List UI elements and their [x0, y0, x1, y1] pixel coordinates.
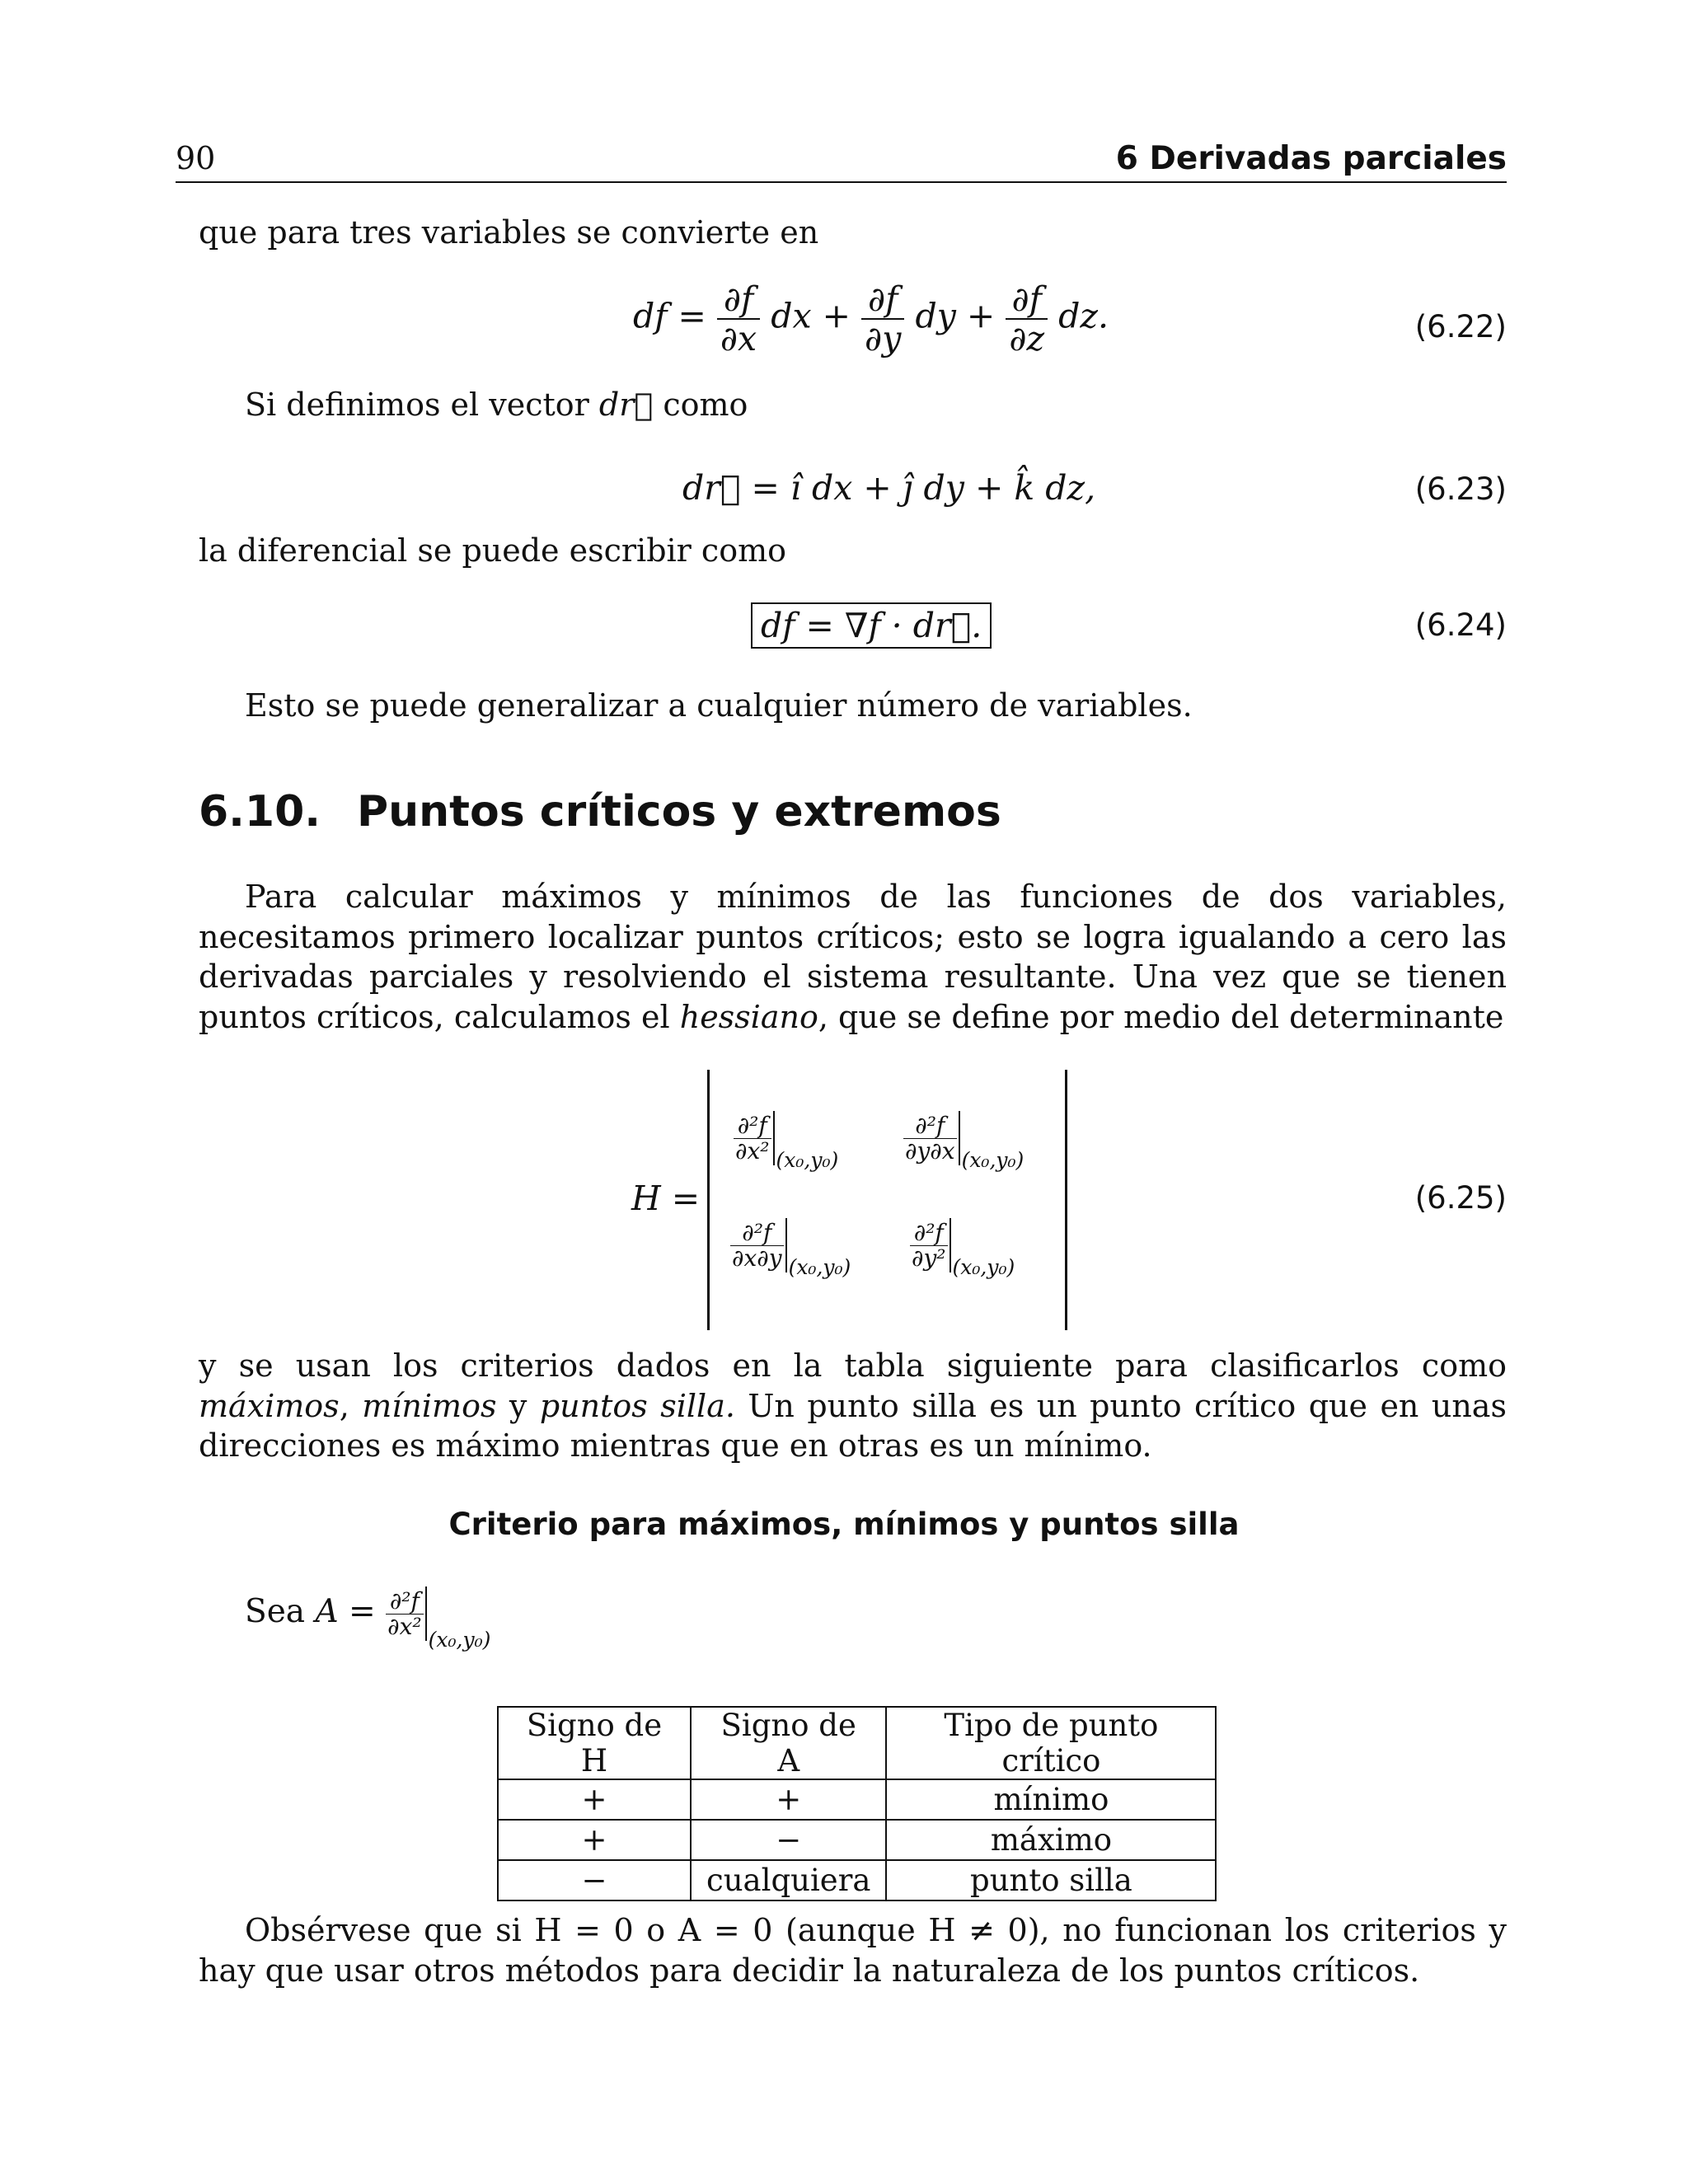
eq-6-22-lhs: df =	[633, 296, 706, 336]
section-number: 6.10.	[199, 787, 321, 837]
hessian-lhs: H =	[631, 1179, 701, 1218]
evaluation-bar	[950, 1218, 951, 1272]
equation-number-6-24: (6.24)	[1414, 607, 1507, 643]
para-criteria-part1: y se usan los criterios dados en la tabla siguiente para clasificarlos como	[199, 1347, 1507, 1384]
fraction-denominator: ∂x	[720, 319, 757, 359]
sea-a-prefix: Sea	[245, 1593, 306, 1630]
emphasis-puntos-silla: puntos silla.	[539, 1387, 735, 1424]
evaluation-point: (x₀,y₀)	[788, 1254, 851, 1279]
hessian-cell-yy	[910, 1218, 1015, 1279]
fraction-denominator: ∂y∂x	[905, 1137, 955, 1165]
fraction	[386, 1586, 424, 1640]
fraction-numerator: ∂²f	[730, 1221, 784, 1246]
paragraph-criteria	[199, 1346, 1507, 1466]
criteria-table	[497, 1706, 1217, 1901]
table-cell: +	[691, 1779, 886, 1820]
para-criteria-part2: Un punto silla es un punto crítico que en unas direcciones es máximo mientras que en otras es un mínimo.	[199, 1387, 1507, 1464]
fraction	[734, 1113, 771, 1164]
define-vector-line	[245, 385, 748, 424]
section-heading	[199, 787, 1001, 837]
table-cell: punto silla	[886, 1860, 1216, 1900]
equation-6-24	[751, 606, 992, 645]
fraction-numerator: ∂²f	[903, 1113, 957, 1139]
fraction-denominator: ∂z	[1009, 319, 1045, 359]
equation-number-6-25: (6.25)	[1414, 1180, 1507, 1216]
evaluation-point: (x₀,y₀)	[961, 1147, 1025, 1172]
hessian-cell-xy	[730, 1218, 851, 1279]
eq-6-22-dz-term: dz.	[1058, 296, 1109, 336]
table-header-row	[498, 1707, 1216, 1779]
paragraph-hessian	[199, 877, 1507, 1037]
table-cell: mínimo	[886, 1779, 1216, 1820]
fraction-numerator: ∂²f	[386, 1589, 424, 1615]
sea-a-definition	[245, 1586, 490, 1660]
table-caption: Criterio para máximos, mínimos y puntos silla	[448, 1507, 1240, 1542]
table-row	[498, 1860, 1216, 1900]
boxed-equation: df = ∇f · dr⃗.	[751, 602, 992, 649]
fraction-numerator: ∂f	[861, 280, 904, 320]
intro-line: que para tres variables se convierte en	[199, 214, 819, 251]
fraction-denominator: ∂x²	[735, 1137, 770, 1165]
generalize-line: Esto se puede generalizar a cualquier número de variables.	[245, 687, 1193, 724]
paragraph-closing: Obsérvese que si H = 0 o A = 0 (aunque H ≠ 0), no funcionan los criterios y hay que usar otros métodos para decidir la naturaleza de los puntos críticos.	[199, 1912, 1507, 1989]
define-vector-text-after: como	[663, 387, 748, 423]
table-cell: +	[498, 1779, 691, 1820]
chapter-title: 6 Derivadas parciales	[1115, 140, 1507, 177]
fraction-denominator: ∂x∂y	[732, 1244, 782, 1272]
hessian-cell-yx	[903, 1111, 1024, 1172]
determinant-right-bar	[1065, 1070, 1067, 1330]
eq-6-22-dx-term: dx +	[771, 296, 851, 336]
header-rule	[176, 181, 1507, 183]
section-title: Puntos críticos y extremos	[357, 787, 1001, 837]
equation-6-23: dr⃗ = î dx + ĵ dy + k̂ dz,	[682, 468, 1096, 508]
fraction-denominator: ∂y²	[912, 1244, 946, 1272]
fraction-numerator: ∂f	[717, 280, 760, 320]
fraction-numerator: ∂f	[1006, 280, 1048, 320]
fraction	[910, 1218, 948, 1272]
fraction-df-dy	[861, 280, 904, 358]
table-header-cell: Tipo de punto crítico	[886, 1707, 1216, 1779]
vector-dr-symbol: dr⃗	[598, 387, 654, 423]
sea-a-math: A =	[315, 1593, 376, 1630]
separator: y	[496, 1387, 540, 1424]
fraction-denominator: ∂y	[865, 319, 902, 359]
table-header-cell: Signo de A	[691, 1707, 886, 1779]
evaluation-bar	[425, 1586, 427, 1641]
fraction-numerator: ∂²f	[910, 1221, 948, 1246]
fraction-df-dz	[1006, 280, 1048, 358]
evaluation-bar	[959, 1111, 960, 1165]
table-row	[498, 1779, 1216, 1820]
para-hessian-emphasis: hessiano	[679, 998, 818, 1035]
evaluation-bar	[785, 1218, 787, 1272]
emphasis-minimos: mínimos	[362, 1387, 497, 1424]
para-hessian-part1: Para calcular máximos y mínimos de las funciones de dos variables, necesitamos primero localizar puntos críticos; esto se logra igualando a cero las derivadas parciales y resolviendo el sistema resultante. Una vez que se tienen puntos críticos, calculamos el	[199, 879, 1507, 1035]
define-vector-text-before: Si definimos el vector	[245, 387, 589, 423]
para-hessian-part2: , que se define por medio del determinante	[818, 998, 1504, 1035]
fraction-numerator: ∂²f	[734, 1113, 771, 1139]
page-number: 90	[176, 140, 216, 176]
evaluation-bar	[773, 1111, 775, 1165]
differential-line: la diferencial se puede escribir como	[199, 532, 787, 569]
fraction	[730, 1218, 784, 1272]
equation-number-6-23: (6.23)	[1414, 471, 1507, 507]
fraction-denominator: ∂x²	[387, 1612, 422, 1640]
table-cell: +	[498, 1820, 691, 1860]
emphasis-maximos: máximos	[199, 1387, 340, 1424]
table-cell: −	[691, 1820, 886, 1860]
equation-number-6-22: (6.22)	[1414, 309, 1507, 344]
eq-6-22-dy-term: dy +	[915, 296, 996, 336]
fraction-df-dx	[717, 280, 760, 358]
table-row	[498, 1820, 1216, 1860]
table-cell: cualquiera	[691, 1860, 886, 1900]
separator: ,	[339, 1387, 363, 1424]
determinant-left-bar	[707, 1070, 710, 1330]
evaluation-point: (x₀,y₀)	[428, 1628, 491, 1652]
equation-6-22	[633, 280, 1109, 358]
hessian-cell-xx	[734, 1111, 838, 1172]
table-header-cell: Signo de H	[498, 1707, 691, 1779]
fraction	[903, 1113, 957, 1164]
table-cell: máximo	[886, 1820, 1216, 1860]
table-cell: −	[498, 1860, 691, 1900]
evaluation-point: (x₀,y₀)	[952, 1254, 1015, 1279]
evaluation-point: (x₀,y₀)	[776, 1147, 839, 1172]
